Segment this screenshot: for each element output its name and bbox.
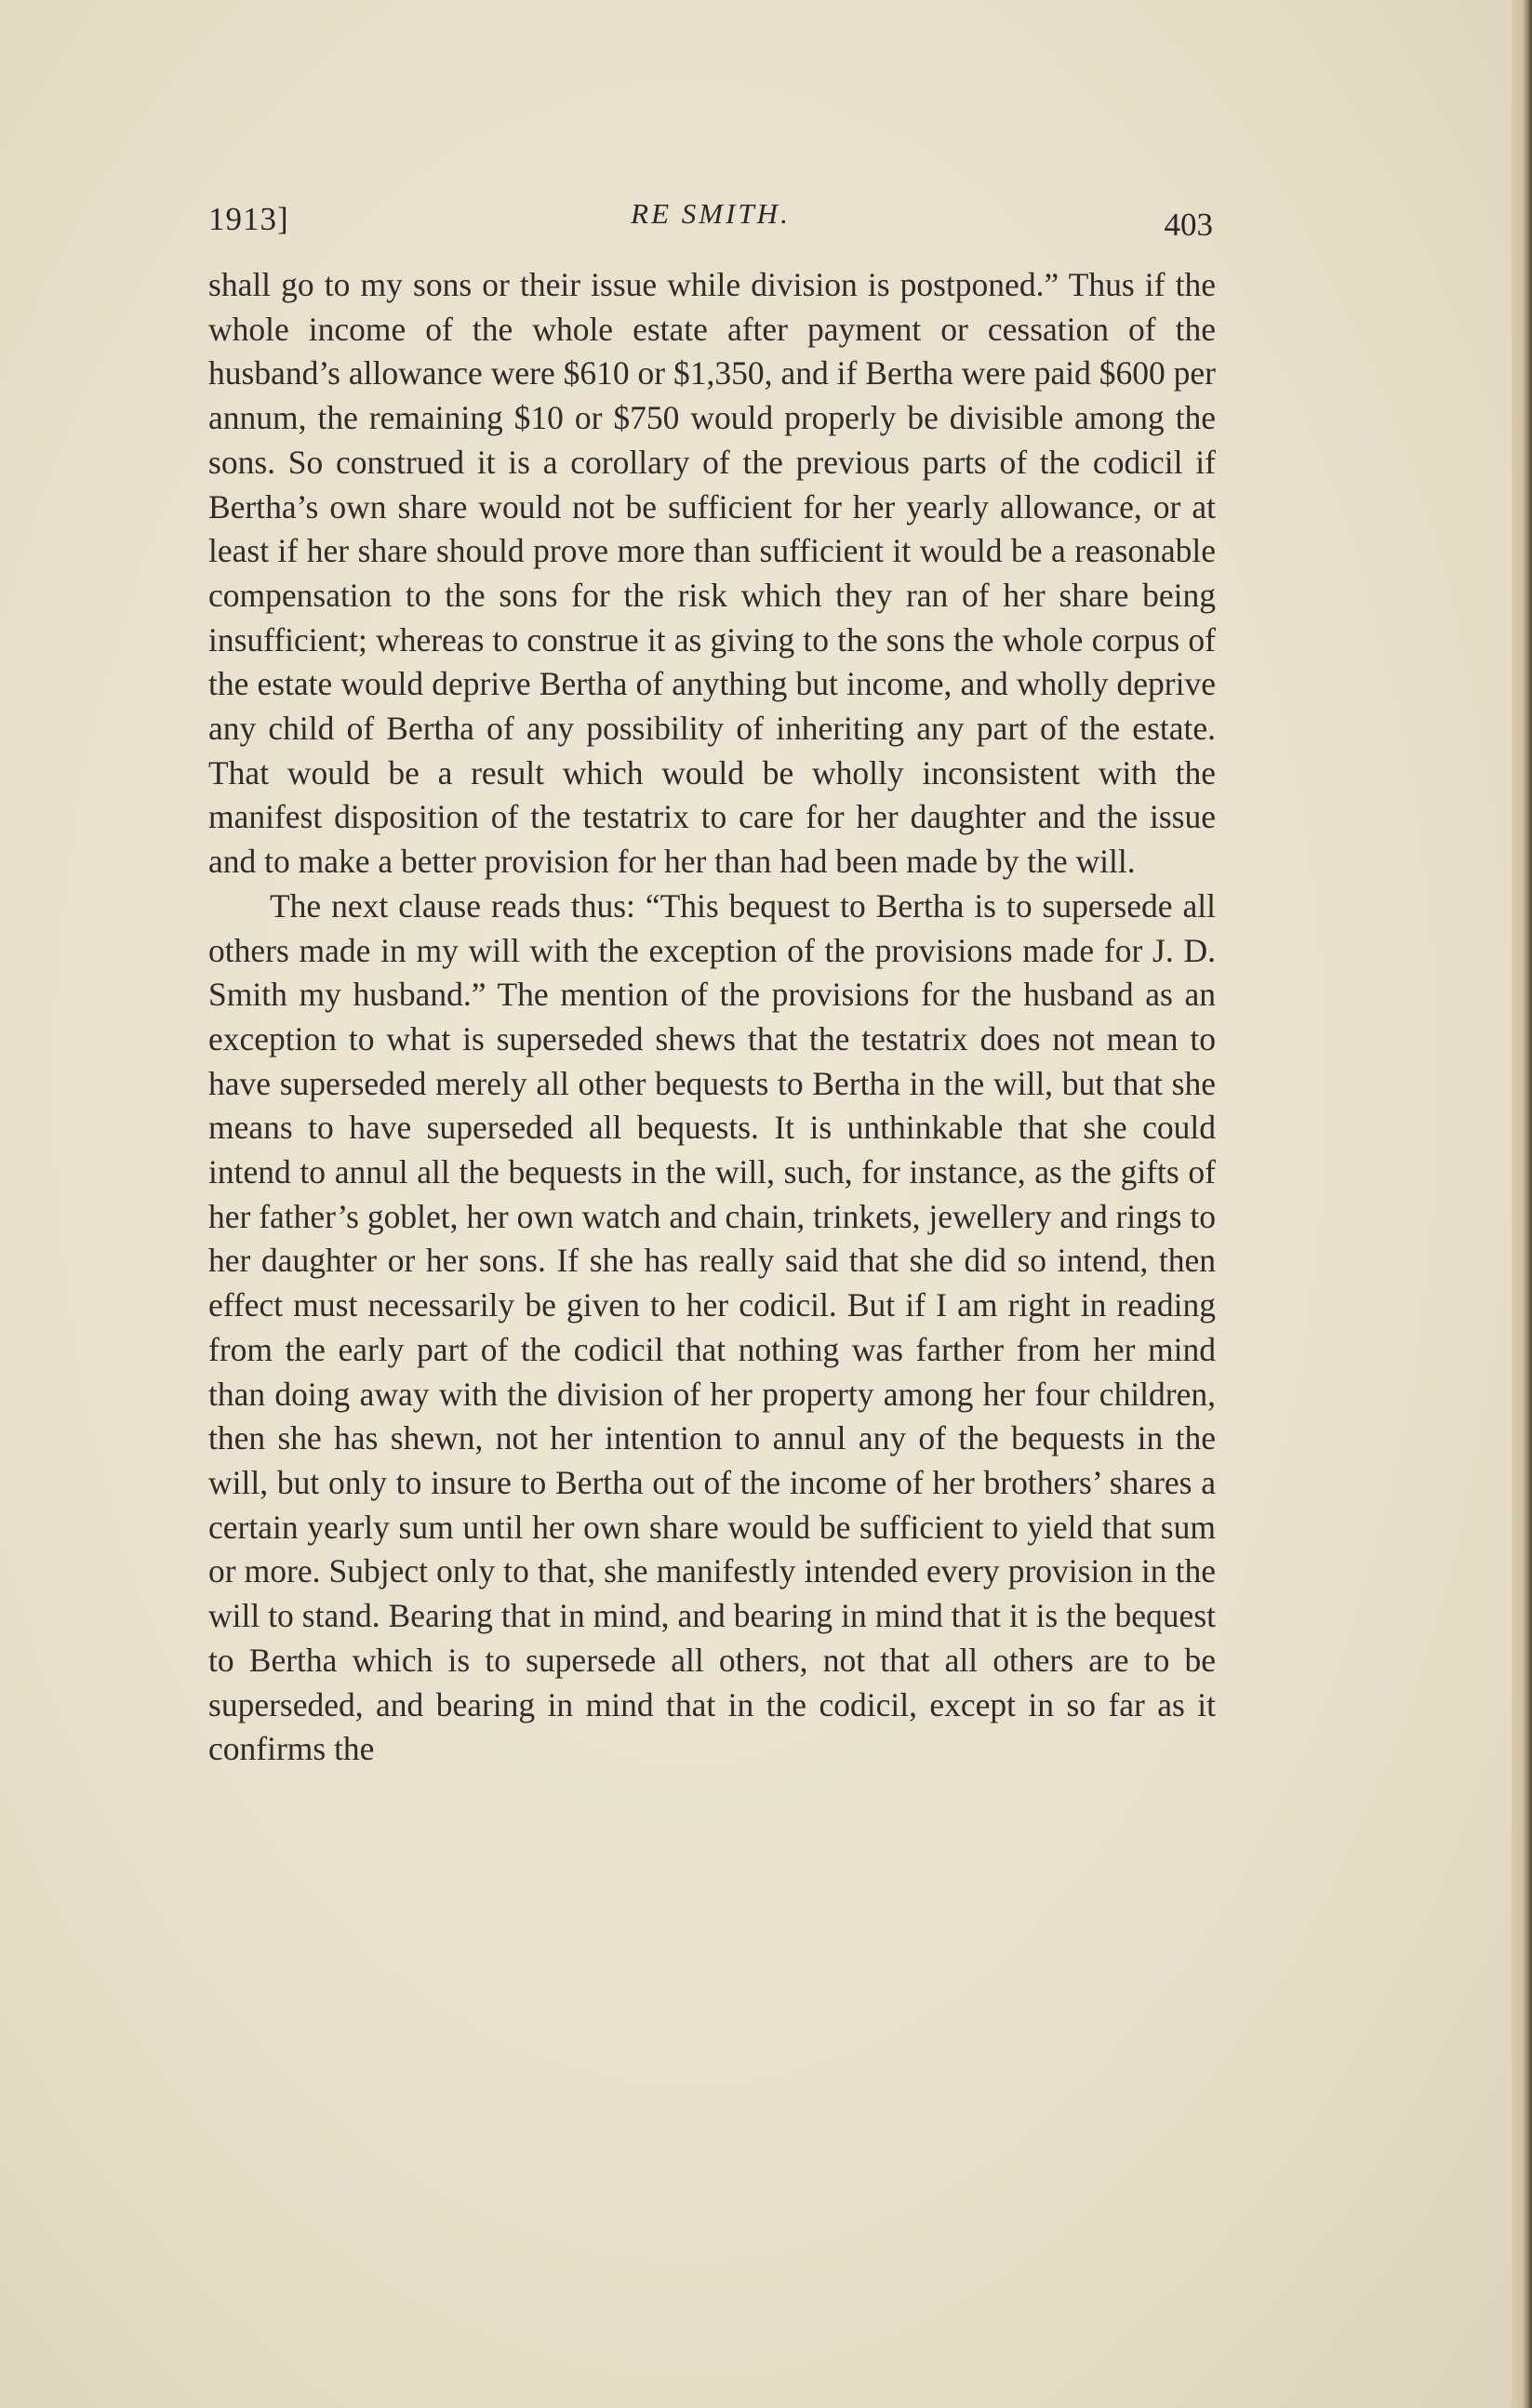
paragraph-continued: shall go to my sons or their issue while division is postponed.” Thus if the whole income of the whole estate after payment or cessation of the husband’s allowance were $610 or $1,350, and if Bertha were paid $600 per annum, the remaining $10 or $750 would properly be divisible among the sons. So construed it is a corollary of the previous parts of the codicil if Bertha’s own share would not be sufficient for her yearly allowance, or at least if her share should prove more than sufficient it would be a reasonable compensation to the sons for the risk which they ran of her share being insufficient; whereas to construe it as giving to the sons the whole corpus of the estate would deprive Bertha of anything but income, and wholly deprive any child of Bertha of any possibility of inheriting any part of the estate. That would be a result which would be wholly inconsistent with the manifest disposition of the testatrix to care for her daughter and the issue and to make a better provision for her than had been made by the will. [208,266,1216,881]
running-head-case-name: RE SMITH. [631,197,791,230]
page-number: 403 [1164,206,1213,243]
paragraph-next-clause: The next clause reads thus: “This bequest to Bertha is to supersede all others made in my will with the exception of the provisions made for J. D. Smith my husband.” The mention of the provisions for the husband as an exception to what is superseded shews that the testatrix does not mean to have superseded merely all other bequests to Bertha in the will, but that she means to have superseded all bequests. It is unthinkable that she could intend to annul all the bequests in the will, such, for instance, as the gifts of her father’s goblet, her own watch and chain, trinkets, jewellery and rings to her daughter or her sons. If she has really said that she did so intend, then effect must necessarily be given to her codicil. But if I am right in reading from the early part of the codicil that nothing was farther from her mind than doing away with the division of her property among her four children, then she has shewn, not her intention to annul any of the bequests in the will, but only to insure to Bertha out of the income of her brothers’ shares a certain yearly sum until her own share would be sufficient to yield that sum or more. Subject only to that, she manifestly intended every provision in the will to stand. Bearing that in mind, and bearing in mind that it is the bequest to Bertha which is to supersede all others, not that all others are to be superseded, and bearing in mind that in the codicil, except in so far as it confirms the [208,886,1216,1768]
running-head [208,195,1213,251]
running-head-year: 1913] [208,201,289,237]
body-text [208,263,1216,1772]
page-edge-shadow [1512,0,1532,2408]
